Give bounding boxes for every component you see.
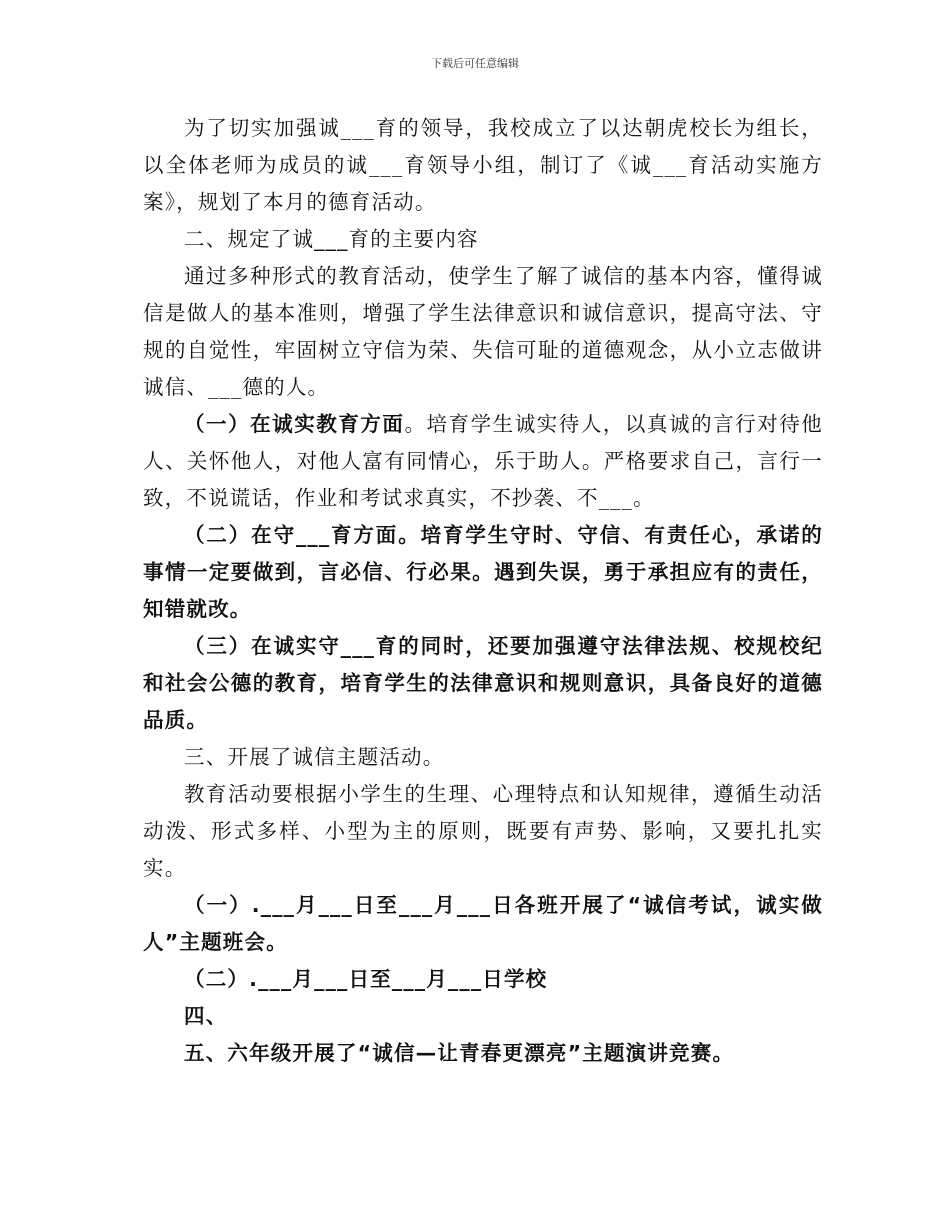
page-header: 下载后可任意编辑 [431,57,519,70]
paragraph-trust-education: （二）在守___育方面。培育学生守时、守信、有责任心，承诺的事情一定要做到，言必信、行必果。遇到失误，勇于承担应有的责任，知错就改。 [143,523,823,621]
section-heading-4: 四、 [184,1004,228,1028]
paragraph-activities: 教育活动要根据小学生的生理、心理特点和认知规律，遵循生动活动泼、形式多样、小型为主的原则，既要有声势、影响，又要扎扎实实。 [143,782,823,880]
section-heading-2: 二、规定了诚___育的主要内容 [184,227,479,251]
document-body [143,110,823,1072]
paragraph-intro: 为了切实加强诚___育的领导，我校成立了以达朝虎校长为组长，以全体老师为成员的诚___育领导小组，制订了《诚___育活动实施方案》，规划了本月的德育活动。 [143,116,823,214]
section-heading-3: 三、开展了诚信主题活动。 [184,745,445,769]
paragraph-class-meeting: （一）.___月___日至___月___日各班开展了“诚信考试，诚实做人”主题班会。 [143,893,823,954]
paragraph-honesty-education [143,406,823,517]
paragraph-content-overview: 通过多种形式的教育活动，使学生了解了诚信的基本内容，懂得诚信是做人的基本准则，增强了学生法律意识和诚信意识，提高守法、守规的自觉性，牢固树立守信为荣、失信可耻的道德观念，从小立志做讲诚信、___德的人。 [143,264,823,399]
paragraph-text: 。培育学生诚实待人，以真诚的言行对待他人、关怀他人，对他人富有同情心，乐于助人。严格要求自己，言行一致，不说谎话，作业和考试求真实，不抄袭、不___。 [143,412,823,510]
paragraph-lead: （一）在诚实教育方面 [184,412,405,436]
paragraph-school-activity: （二）.___月___日至___月___日学校 [184,967,548,991]
section-heading-5: 五、六年级开展了“诚信—让青春更漂亮”主题演讲竞赛。 [184,1041,735,1065]
paragraph-law-education: （三）在诚实守___育的同时，还要加强遵守法律法规、校规校纪和社会公德的教育，培育学生的法律意识和规则意识，具备良好的道德品质。 [143,634,823,732]
